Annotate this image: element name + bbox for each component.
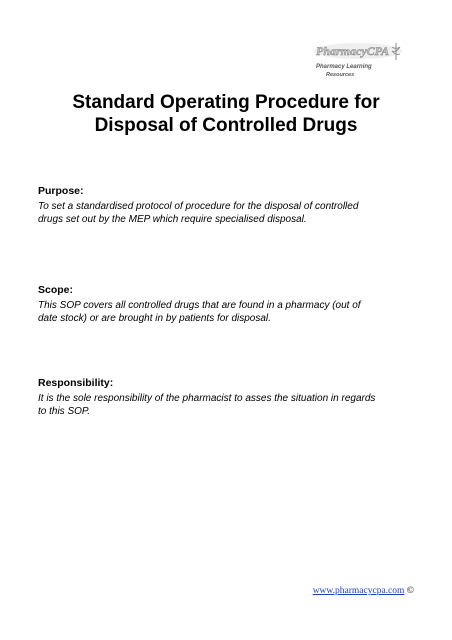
- footer: [260, 585, 414, 597]
- responsibility-text-line-2: to this SOP.: [38, 405, 91, 417]
- pharmacycpa-logo: [312, 42, 404, 82]
- document-title-line-2: Disposal of Controlled Drugs: [94, 115, 358, 136]
- purpose-section: [38, 185, 414, 226]
- responsibility-heading: Responsibility:: [38, 377, 114, 389]
- scope-heading: Scope:: [38, 284, 74, 296]
- purpose-text-line-2: drugs set out by the MEP which require specialised disposal.: [38, 213, 307, 225]
- responsibility-text: [38, 393, 414, 418]
- logo-brand-text: PharmacyCPA: [316, 44, 390, 58]
- responsibility-section: [38, 377, 414, 418]
- scope-text-line-2: date stock) or are brought in by patients for disposal.: [38, 312, 271, 324]
- document-title: [0, 91, 452, 137]
- logo-tagline-2: Resources: [326, 72, 355, 78]
- purpose-text-line-1: To set a standardised protocol of procedure for the disposal of controlled: [38, 201, 359, 212]
- scope-text-line-1: This SOP covers all controlled drugs that are found in a pharmacy (out of: [38, 300, 361, 311]
- copyright-symbol: ©: [406, 586, 414, 596]
- responsibility-text-line-1: It is the sole responsibility of the pharmacist to asses the situation in regards: [38, 393, 376, 404]
- scope-text: [38, 300, 414, 325]
- website-link[interactable]: www.pharmacycpa.com: [312, 586, 405, 596]
- document-title-line-1: Standard Operating Procedure for: [72, 92, 380, 113]
- logo-tagline-1: Pharmacy Learning: [316, 64, 372, 70]
- purpose-text: [38, 201, 414, 226]
- purpose-heading: Purpose:: [38, 185, 84, 197]
- scope-section: [38, 284, 414, 325]
